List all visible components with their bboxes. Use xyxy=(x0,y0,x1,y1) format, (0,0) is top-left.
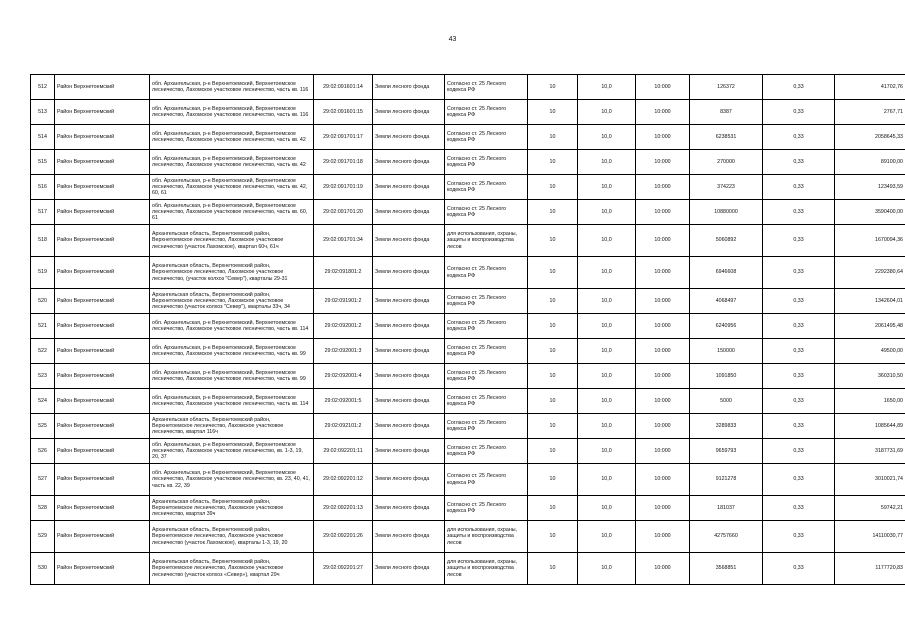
land-category-cell: Земли лесного фонда xyxy=(373,75,445,100)
area-cell: 42757660 xyxy=(690,521,763,553)
table-row xyxy=(31,364,905,389)
basis-cell: Согласно ст. 25 Лесного кодекса РФ xyxy=(445,200,528,225)
value-cell-2: 10,0 xyxy=(578,496,636,521)
rate-cell: 0,33 xyxy=(763,150,835,175)
table-row xyxy=(31,200,905,225)
area-cell: 181037 xyxy=(690,496,763,521)
basis-cell: Согласно ст. 25 Лесного кодекса РФ xyxy=(445,75,528,100)
value-cell-1: 10 xyxy=(528,496,578,521)
value-cell-3: 10:000 xyxy=(636,389,690,414)
district-cell: Район Верхнетоемский xyxy=(55,100,150,125)
district-cell: Район Верхнетоемский xyxy=(55,364,150,389)
cadastral-number-cell: 29:02:092201:26 xyxy=(314,521,373,553)
address-cell: обл. Архангельская, р-н Верхнетоемский, Верхнетоемское лесничество, Лахомское участковое лесничество, часть кв. 114 xyxy=(150,389,314,414)
cadastral-number-cell: 29:02:091701:18 xyxy=(314,150,373,175)
address-cell: обл. Архангельская, р-н Верхнетоемский, Верхнетоемское лесничество, Лахомское участковое лесничество, часть кв. 60, 61 xyxy=(150,200,314,225)
rate-cell: 0,33 xyxy=(763,75,835,100)
row-number: 521 xyxy=(31,314,55,339)
page-number: 43 xyxy=(448,36,457,43)
rate-cell: 0,33 xyxy=(763,200,835,225)
basis-cell: Согласно ст. 25 Лесного кодекса РФ xyxy=(445,439,528,464)
sum-cell: 89100,00 xyxy=(835,150,905,175)
value-cell-2: 10,0 xyxy=(578,257,636,289)
table-row xyxy=(31,150,905,175)
land-category-cell: Земли лесного фонда xyxy=(373,289,445,314)
rate-cell: 0,33 xyxy=(763,496,835,521)
value-cell-3: 10:000 xyxy=(636,289,690,314)
table-row xyxy=(31,439,905,464)
table-row xyxy=(31,75,905,100)
basis-cell: Согласно ст. 25 Лесного кодекса РФ xyxy=(445,175,528,200)
table-row xyxy=(31,289,905,314)
row-number: 528 xyxy=(31,496,55,521)
area-cell: 374223 xyxy=(690,175,763,200)
value-cell-2: 10,0 xyxy=(578,314,636,339)
area-cell: 150000 xyxy=(690,339,763,364)
value-cell-1: 10 xyxy=(528,464,578,496)
value-cell-3: 10:000 xyxy=(636,364,690,389)
table-row xyxy=(31,257,905,289)
value-cell-3: 10:000 xyxy=(636,257,690,289)
land-category-cell: Земли лесного фонда xyxy=(373,150,445,175)
address-cell: Архангельская область, Верхнетоемский район, Верхнетоемское лесничество, Лахомское участковое лесничество, квартал 39ч xyxy=(150,496,314,521)
cadastral-number-cell: 29:02:092001:5 xyxy=(314,389,373,414)
basis-cell: Согласно ст. 25 Лесного кодекса РФ xyxy=(445,339,528,364)
value-cell-1: 10 xyxy=(528,389,578,414)
area-cell: 1091850 xyxy=(690,364,763,389)
address-cell: Архангельская область, Верхнетоемский район, Верхнетоемское лесничество, Лахомское участковое лесничество, квартал 116ч xyxy=(150,414,314,439)
land-category-cell: Земли лесного фонда xyxy=(373,225,445,257)
sum-cell: 3187731,69 xyxy=(835,439,905,464)
basis-cell: Согласно ст. 25 Лесного кодекса РФ xyxy=(445,389,528,414)
value-cell-2: 10,0 xyxy=(578,175,636,200)
district-cell: Район Верхнетоемский xyxy=(55,257,150,289)
land-category-cell: Земли лесного фонда xyxy=(373,464,445,496)
rate-cell: 0,33 xyxy=(763,100,835,125)
basis-cell: Согласно ст. 25 Лесного кодекса РФ xyxy=(445,289,528,314)
land-category-cell: Земли лесного фонда xyxy=(373,100,445,125)
value-cell-1: 10 xyxy=(528,414,578,439)
address-cell: обл. Архангельская, р-н Верхнетоемский, Верхнетоемское лесничество, Лахомское участковое лесничество, часть кв. 42, 60, 61 xyxy=(150,175,314,200)
address-cell: Архангельская область, Верхнетоемский район, Верхнетоемское лесничество, Лахомское участковое лесничество (участок Лахомское), квартал 60ч, 61ч xyxy=(150,225,314,257)
sum-cell: 2061495,48 xyxy=(835,314,905,339)
table-row xyxy=(31,225,905,257)
land-category-cell: Земли лесного фонда xyxy=(373,496,445,521)
value-cell-1: 10 xyxy=(528,339,578,364)
area-cell: 3568851 xyxy=(690,553,763,585)
district-cell: Район Верхнетоемский xyxy=(55,175,150,200)
area-cell: 9659793 xyxy=(690,439,763,464)
cadastral-number-cell: 29:02:092101:2 xyxy=(314,414,373,439)
sum-cell: 1085644,89 xyxy=(835,414,905,439)
value-cell-2: 10,0 xyxy=(578,225,636,257)
land-category-cell: Земли лесного фонда xyxy=(373,389,445,414)
district-cell: Район Верхнетоемский xyxy=(55,150,150,175)
row-number: 512 xyxy=(31,75,55,100)
address-cell: обл. Архангельская, р-н Верхнетоемский, Верхнетоемское лесничество, Лахомское участковое лесничество, часть кв. 116 xyxy=(150,100,314,125)
sum-cell: 2292380,64 xyxy=(835,257,905,289)
value-cell-3: 10:000 xyxy=(636,75,690,100)
area-cell: 126372 xyxy=(690,75,763,100)
basis-cell: Согласно ст. 25 Лесного кодекса РФ xyxy=(445,125,528,150)
row-number: 518 xyxy=(31,225,55,257)
basis-cell: Согласно ст. 25 Лесного кодекса РФ xyxy=(445,496,528,521)
land-category-cell: Земли лесного фонда xyxy=(373,200,445,225)
table-row xyxy=(31,414,905,439)
value-cell-2: 10,0 xyxy=(578,150,636,175)
row-number: 517 xyxy=(31,200,55,225)
sum-cell: 1670094,36 xyxy=(835,225,905,257)
district-cell: Район Верхнетоемский xyxy=(55,521,150,553)
rate-cell: 0,33 xyxy=(763,289,835,314)
land-category-cell: Земли лесного фонда xyxy=(373,339,445,364)
cadastral-number-cell: 29:02:092201:12 xyxy=(314,464,373,496)
area-cell: 6238531 xyxy=(690,125,763,150)
rate-cell: 0,33 xyxy=(763,314,835,339)
value-cell-2: 10,0 xyxy=(578,553,636,585)
area-cell: 6946608 xyxy=(690,257,763,289)
address-cell: Архангельская область, Верхнетоемский район, Верхнетоемское лесничество, Лахомское участковое лесничество (участок колхоз "Север"), кварталы 33ч, 34 xyxy=(150,289,314,314)
rate-cell: 0,33 xyxy=(763,464,835,496)
value-cell-3: 10:000 xyxy=(636,175,690,200)
address-cell: обл. Архангельская, р-н Верхнетоемский, Верхнетоемское лесничество, Лахомское участковое лесничество, часть кв. 116 xyxy=(150,75,314,100)
cadastral-number-cell: 29:02:091601:15 xyxy=(314,100,373,125)
area-cell: 3289833 xyxy=(690,414,763,439)
value-cell-3: 10:000 xyxy=(636,496,690,521)
value-cell-2: 10,0 xyxy=(578,200,636,225)
sum-cell: 59742,21 xyxy=(835,496,905,521)
sum-cell: 14110030,77 xyxy=(835,521,905,553)
cadastral-number-cell: 29:02:092201:13 xyxy=(314,496,373,521)
rate-cell: 0,33 xyxy=(763,175,835,200)
value-cell-3: 10:000 xyxy=(636,200,690,225)
row-number: 526 xyxy=(31,439,55,464)
value-cell-2: 10,0 xyxy=(578,464,636,496)
area-cell: 5000 xyxy=(690,389,763,414)
sum-cell: 1650,00 xyxy=(835,389,905,414)
row-number: 516 xyxy=(31,175,55,200)
cadastral-number-cell: 29:02:091701:34 xyxy=(314,225,373,257)
basis-cell: Согласно ст. 25 Лесного кодекса РФ xyxy=(445,414,528,439)
value-cell-2: 10,0 xyxy=(578,521,636,553)
row-number: 515 xyxy=(31,150,55,175)
area-cell: 9121278 xyxy=(690,464,763,496)
table-row xyxy=(31,389,905,414)
row-number: 529 xyxy=(31,521,55,553)
sum-cell: 123493,59 xyxy=(835,175,905,200)
district-cell: Район Верхнетоемский xyxy=(55,464,150,496)
address-cell: обл. Архангельская, р-н Верхнетоемский, Верхнетоемское лесничество, Лахомское участковое лесничество, часть кв. 42 xyxy=(150,125,314,150)
sum-cell: 49500,00 xyxy=(835,339,905,364)
district-cell: Район Верхнетоемский xyxy=(55,439,150,464)
land-category-cell: Земли лесного фонда xyxy=(373,521,445,553)
basis-cell: Согласно ст. 25 Лесного кодекса РФ xyxy=(445,364,528,389)
sum-cell: 2058645,33 xyxy=(835,125,905,150)
rate-cell: 0,33 xyxy=(763,339,835,364)
cadastral-number-cell: 29:02:091701:17 xyxy=(314,125,373,150)
address-cell: обл. Архангельская, р-н Верхнетоемский, Верхнетоемское лесничество, Лахомское участковое лесничество, часть кв. 42 xyxy=(150,150,314,175)
value-cell-3: 10:000 xyxy=(636,414,690,439)
land-category-cell: Земли лесного фонда xyxy=(373,314,445,339)
rate-cell: 0,33 xyxy=(763,364,835,389)
land-category-cell: Земли лесного фонда xyxy=(373,364,445,389)
row-number: 524 xyxy=(31,389,55,414)
row-number: 527 xyxy=(31,464,55,496)
address-cell: обл. Архангельская, р-н Верхнетоемский, Верхнетоемское лесничество, Лахомское участковое лесничество, часть кв. 99 xyxy=(150,339,314,364)
land-category-cell: Земли лесного фонда xyxy=(373,414,445,439)
area-cell: 8387 xyxy=(690,100,763,125)
cadastral-number-cell: 29:02:091601:14 xyxy=(314,75,373,100)
value-cell-1: 10 xyxy=(528,553,578,585)
basis-cell: для использования, охраны, защиты и воспроизводства лесов xyxy=(445,521,528,553)
rate-cell: 0,33 xyxy=(763,125,835,150)
value-cell-1: 10 xyxy=(528,175,578,200)
cadastral-number-cell: 29:02:092001:3 xyxy=(314,339,373,364)
address-cell: Архангельская область, Верхнетоемский район, Верхнетоемское лесничество, Лахомское участковое лесничество (участок Лахомское), кварталы 1-3, 19, 20 xyxy=(150,521,314,553)
value-cell-1: 10 xyxy=(528,125,578,150)
basis-cell: для использования, охраны, защиты и воспроизводства лесов xyxy=(445,225,528,257)
address-cell: обл. Архангельская, р-н Верхнетоемский, Верхнетоемское лесничество, Лахомское участковое лесничество, часть кв. 114 xyxy=(150,314,314,339)
value-cell-1: 10 xyxy=(528,521,578,553)
value-cell-3: 10:000 xyxy=(636,553,690,585)
table-row xyxy=(31,125,905,150)
cadastral-number-cell: 29:02:091801:2 xyxy=(314,257,373,289)
value-cell-1: 10 xyxy=(528,364,578,389)
row-number: 514 xyxy=(31,125,55,150)
value-cell-1: 10 xyxy=(528,75,578,100)
address-cell: Архангельская область, Верхнетоемский район, Верхнетоемское лесничество, Лахомское участковое лесничество (участок колхоз «Север»), квартал 29ч xyxy=(150,553,314,585)
district-cell: Район Верхнетоемский xyxy=(55,553,150,585)
basis-cell: Согласно ст. 25 Лесного кодекса РФ xyxy=(445,464,528,496)
row-number: 522 xyxy=(31,339,55,364)
table-row xyxy=(31,339,905,364)
value-cell-2: 10,0 xyxy=(578,414,636,439)
land-category-cell: Земли лесного фонда xyxy=(373,125,445,150)
value-cell-2: 10,0 xyxy=(578,364,636,389)
value-cell-3: 10:000 xyxy=(636,439,690,464)
cadastral-number-cell: 29:02:092201:11 xyxy=(314,439,373,464)
district-cell: Район Верхнетоемский xyxy=(55,314,150,339)
basis-cell: Согласно ст. 25 Лесного кодекса РФ xyxy=(445,314,528,339)
value-cell-1: 10 xyxy=(528,289,578,314)
value-cell-3: 10:000 xyxy=(636,521,690,553)
land-registry-table xyxy=(30,74,905,585)
value-cell-3: 10:000 xyxy=(636,314,690,339)
value-cell-1: 10 xyxy=(528,150,578,175)
value-cell-1: 10 xyxy=(528,100,578,125)
district-cell: Район Верхнетоемский xyxy=(55,496,150,521)
cadastral-number-cell: 29:02:092001:2 xyxy=(314,314,373,339)
value-cell-2: 10,0 xyxy=(578,125,636,150)
value-cell-1: 10 xyxy=(528,257,578,289)
value-cell-3: 10:000 xyxy=(636,150,690,175)
area-cell: 5060892 xyxy=(690,225,763,257)
land-category-cell: Земли лесного фонда xyxy=(373,553,445,585)
cadastral-number-cell: 29:02:091901:2 xyxy=(314,289,373,314)
value-cell-2: 10,0 xyxy=(578,289,636,314)
district-cell: Район Верхнетоемский xyxy=(55,200,150,225)
value-cell-1: 10 xyxy=(528,439,578,464)
rate-cell: 0,33 xyxy=(763,553,835,585)
table-row xyxy=(31,100,905,125)
rate-cell: 0,33 xyxy=(763,225,835,257)
row-number: 519 xyxy=(31,257,55,289)
value-cell-2: 10,0 xyxy=(578,439,636,464)
rate-cell: 0,33 xyxy=(763,257,835,289)
cadastral-number-cell: 29:02:091701:20 xyxy=(314,200,373,225)
basis-cell: Согласно ст. 25 Лесного кодекса РФ xyxy=(445,150,528,175)
district-cell: Район Верхнетоемский xyxy=(55,389,150,414)
sum-cell: 2767,71 xyxy=(835,100,905,125)
table-row xyxy=(31,314,905,339)
address-cell: обл. Архангельская, р-н Верхнетоемский, Верхнетоемское лесничество, Лахомское участковое лесничество, кв. 1-3, 19, 20, 37 xyxy=(150,439,314,464)
address-cell: обл. Архангельская, р-н Верхнетоемский, Верхнетоемское лесничество, Лахомское участковое лесничество, часть кв. 99 xyxy=(150,364,314,389)
table-row xyxy=(31,521,905,553)
row-number: 525 xyxy=(31,414,55,439)
value-cell-3: 10:000 xyxy=(636,464,690,496)
value-cell-3: 10:000 xyxy=(636,125,690,150)
sum-cell: 41702,76 xyxy=(835,75,905,100)
value-cell-2: 10,0 xyxy=(578,389,636,414)
sum-cell: 3010021,74 xyxy=(835,464,905,496)
row-number: 513 xyxy=(31,100,55,125)
cadastral-number-cell: 29:02:092001:4 xyxy=(314,364,373,389)
basis-cell: Согласно ст. 25 Лесного кодекса РФ xyxy=(445,257,528,289)
value-cell-3: 10:000 xyxy=(636,225,690,257)
district-cell: Район Верхнетоемский xyxy=(55,125,150,150)
sum-cell: 3590400,00 xyxy=(835,200,905,225)
district-cell: Район Верхнетоемский xyxy=(55,414,150,439)
row-number: 523 xyxy=(31,364,55,389)
value-cell-2: 10,0 xyxy=(578,339,636,364)
rate-cell: 0,33 xyxy=(763,414,835,439)
table-row xyxy=(31,175,905,200)
address-cell: Архангельская область, Верхнетоемский район, Верхнетоемское лесничество, Лахомское участковое лесничество, (участок колхоз "Север"), кварталы 29-31 xyxy=(150,257,314,289)
district-cell: Район Верхнетоемский xyxy=(55,339,150,364)
row-number: 520 xyxy=(31,289,55,314)
land-category-cell: Земли лесного фонда xyxy=(373,257,445,289)
basis-cell: для использования, охраны, защиты и воспроизводства лесов xyxy=(445,553,528,585)
area-cell: 4068497 xyxy=(690,289,763,314)
cadastral-number-cell: 29:02:092201:27 xyxy=(314,553,373,585)
district-cell: Район Верхнетоемский xyxy=(55,289,150,314)
rate-cell: 0,33 xyxy=(763,389,835,414)
table-row xyxy=(31,496,905,521)
land-category-cell: Земли лесного фонда xyxy=(373,439,445,464)
row-number: 530 xyxy=(31,553,55,585)
sum-cell: 1177720,83 xyxy=(835,553,905,585)
table-row xyxy=(31,464,905,496)
land-category-cell: Земли лесного фонда xyxy=(373,175,445,200)
value-cell-3: 10:000 xyxy=(636,100,690,125)
value-cell-2: 10,0 xyxy=(578,75,636,100)
area-cell: 6240956 xyxy=(690,314,763,339)
district-cell: Район Верхнетоемский xyxy=(55,225,150,257)
area-cell: 10880000 xyxy=(690,200,763,225)
value-cell-1: 10 xyxy=(528,225,578,257)
table-row xyxy=(31,553,905,585)
value-cell-2: 10,0 xyxy=(578,100,636,125)
basis-cell: Согласно ст. 25 Лесного кодекса РФ xyxy=(445,100,528,125)
rate-cell: 0,33 xyxy=(763,439,835,464)
value-cell-1: 10 xyxy=(528,314,578,339)
area-cell: 270000 xyxy=(690,150,763,175)
sum-cell: 360310,50 xyxy=(835,364,905,389)
district-cell: Район Верхнетоемский xyxy=(55,75,150,100)
table-body xyxy=(31,75,905,585)
sum-cell: 1342604,01 xyxy=(835,289,905,314)
cadastral-number-cell: 29:02:091701:19 xyxy=(314,175,373,200)
value-cell-3: 10:000 xyxy=(636,339,690,364)
value-cell-1: 10 xyxy=(528,200,578,225)
rate-cell: 0,33 xyxy=(763,521,835,553)
address-cell: обл. Архангельская, р-н Верхнетоемский, Верхнетоемское лесничество, Лахомское участковое лесничество, кв. 23, 40, 41, часть кв. 22, 39 xyxy=(150,464,314,496)
